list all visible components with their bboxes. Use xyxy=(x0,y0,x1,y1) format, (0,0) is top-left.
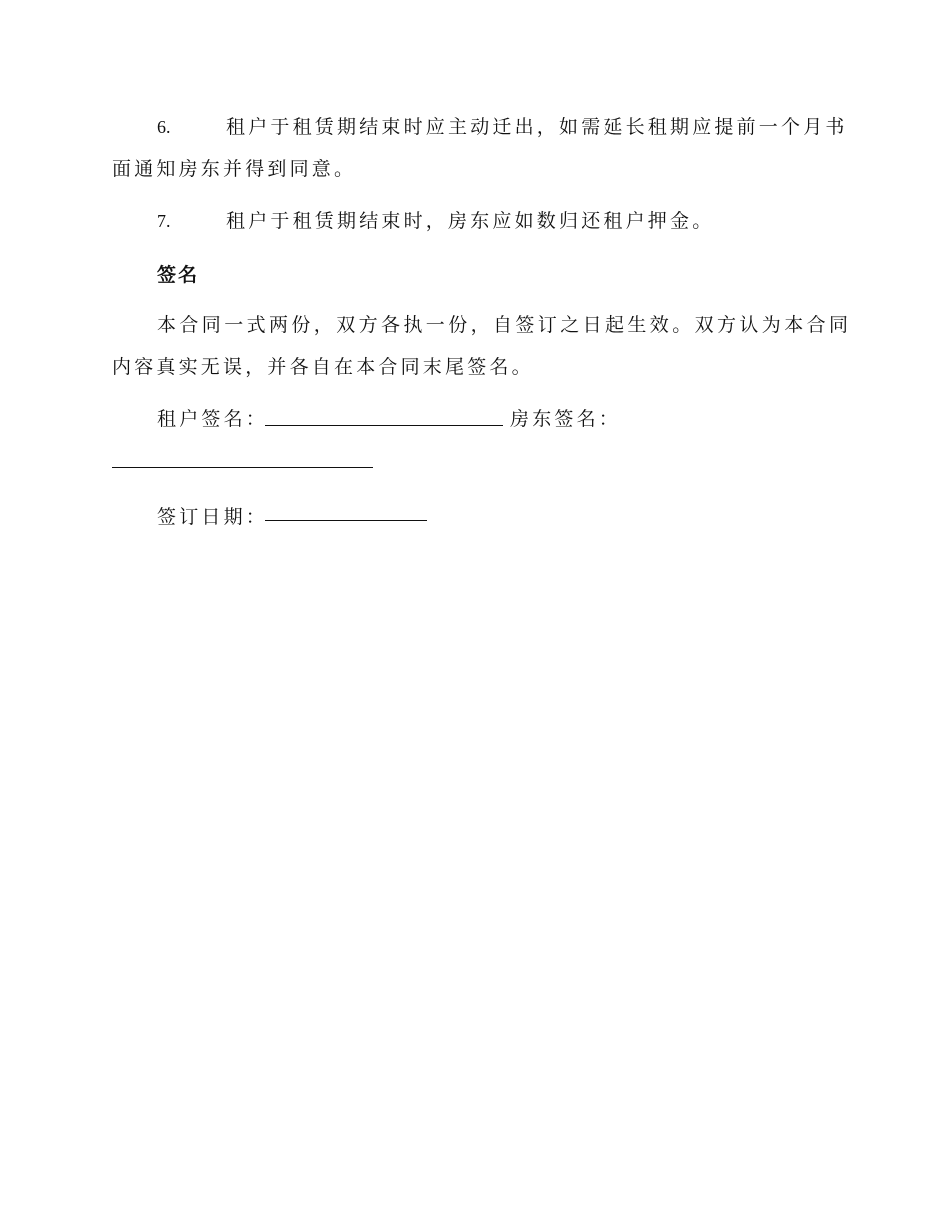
clause-text-line: 租户于租赁期结束时应主动迁出，如需延长租期应提前一个月书 xyxy=(226,116,848,138)
signing-date-line[interactable] xyxy=(265,520,427,521)
clause-text-line: 面通知房东并得到同意。 xyxy=(112,158,357,180)
landlord-signature-line[interactable] xyxy=(112,467,373,468)
tenant-signature-line[interactable] xyxy=(265,425,503,426)
clause-text-line: 租户于租赁期结束时，房东应如数归还租户押金。 xyxy=(226,210,715,232)
paragraph-line: 本合同一式两份，双方各执一份，自签订之日起生效。双方认为本合同 xyxy=(157,314,852,336)
paragraph-line: 内容真实无误，并各自在本合同末尾签名。 xyxy=(112,356,534,378)
landlord-signature-label: 房东签名： xyxy=(510,408,622,430)
section-heading: 签名 xyxy=(157,264,200,286)
tenant-signature-label: 租户签名： xyxy=(157,408,269,430)
clause-number: 7. xyxy=(157,211,171,231)
signing-date-label: 签订日期： xyxy=(157,506,269,528)
clause-number: 6. xyxy=(157,117,171,137)
